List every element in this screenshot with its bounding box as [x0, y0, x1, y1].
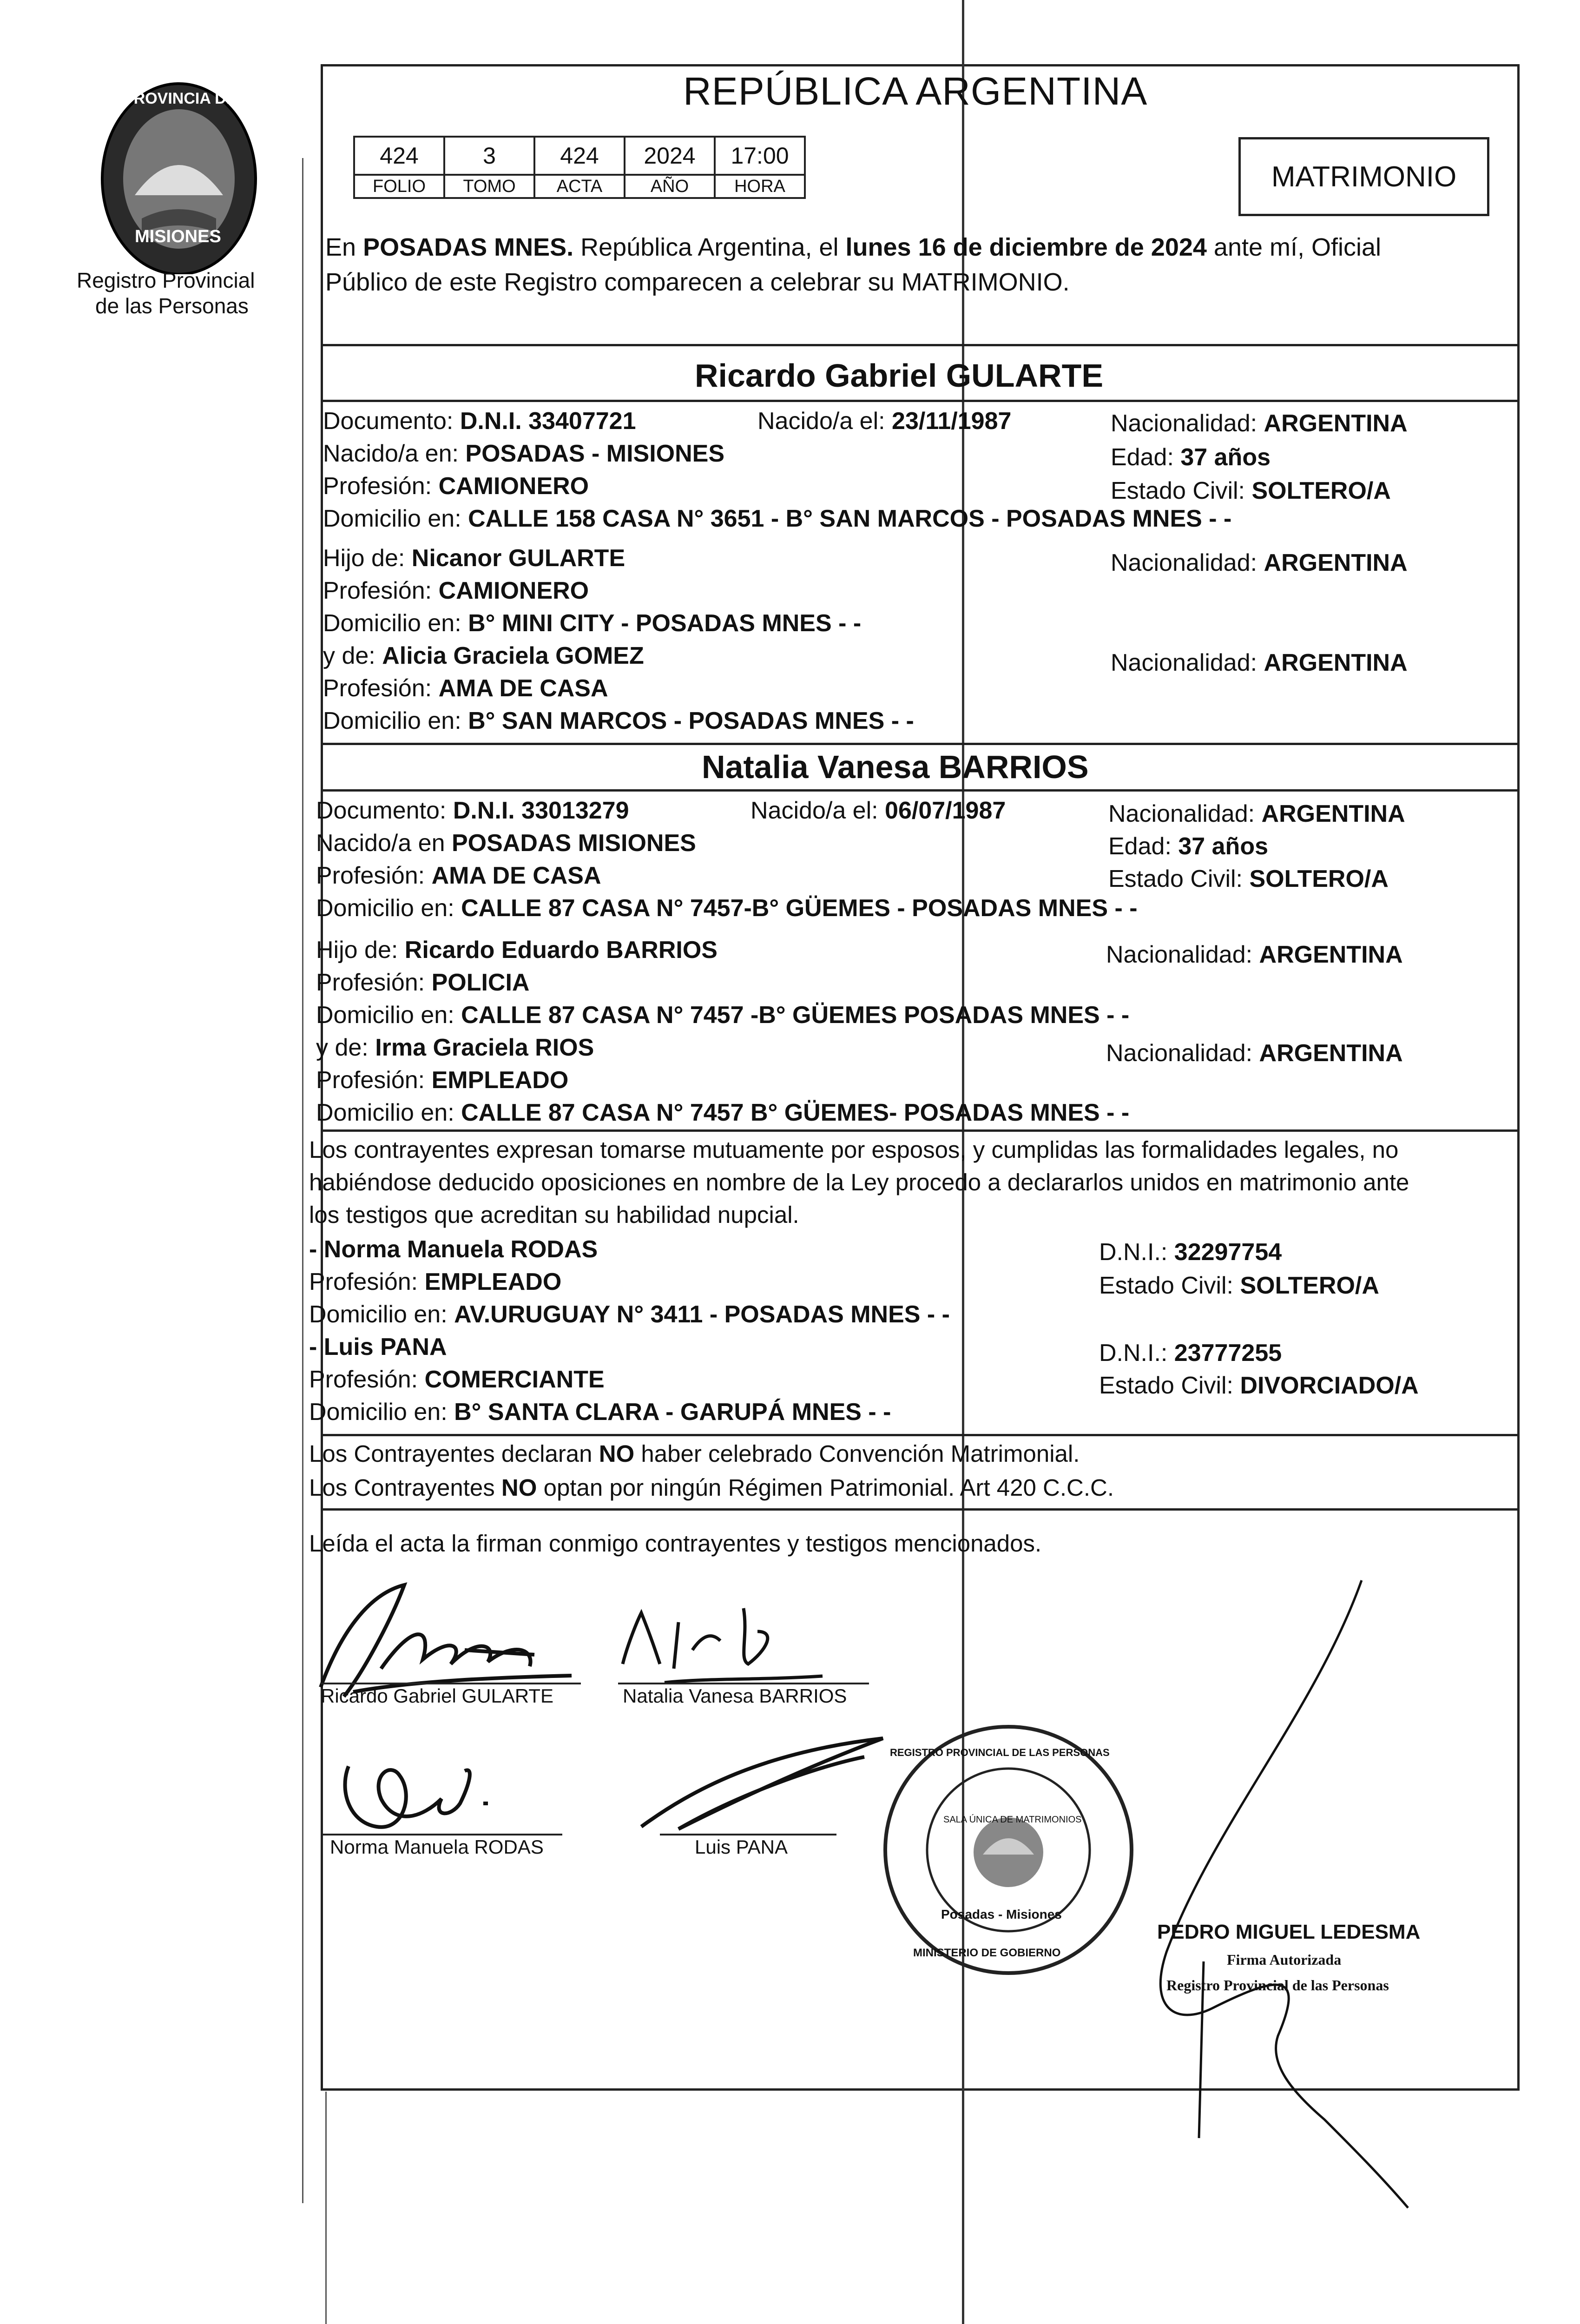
groom-mother [323, 644, 644, 668]
official-stamp-role: Firma Autorizada [1227, 1951, 1342, 1968]
official-stamp-registry: Registro Provincial de las Personas [1166, 1977, 1389, 1994]
tomo-label: TOMO [444, 175, 534, 198]
label: Nacido/a el: [750, 797, 885, 824]
value: ARGENTINA [1261, 800, 1405, 827]
groom-birthplace [323, 442, 724, 466]
groom-signature-caption: Ricardo Gabriel GULARTE [321, 1685, 554, 1707]
bride-father-address [316, 1003, 1129, 1027]
value: EMPLEADO [431, 1067, 569, 1094]
bride-father [316, 938, 718, 962]
label: Profesión: [323, 577, 439, 604]
value: POSADAS - MISIONES [465, 440, 725, 467]
label: Estado Civil: [1111, 477, 1252, 504]
text: Los Contrayentes declaran [309, 1440, 599, 1467]
label: Profesión: [323, 473, 439, 500]
label: Profesión: [309, 1366, 425, 1393]
text: Los Contrayentes [309, 1474, 501, 1501]
witness-1-dni [1099, 1240, 1282, 1264]
anio-label: AÑO [625, 175, 715, 198]
value: 32297754 [1174, 1239, 1282, 1266]
value: ARGENTINA [1259, 941, 1403, 968]
value: POLICIA [431, 969, 530, 996]
convention-line-1 [309, 1442, 1080, 1466]
label: y de: [316, 1034, 375, 1061]
bride-age [1108, 834, 1268, 858]
label: Documento: [323, 408, 460, 435]
bride-father-nationality [1106, 943, 1403, 967]
bride-address [316, 896, 1138, 920]
value: EMPLEADO [424, 1268, 562, 1295]
witness1-signature [321, 1729, 544, 1850]
logo-seal-top: PROVINCIA DE [123, 90, 237, 107]
value: ARGENTINA [1264, 410, 1408, 437]
label: Domicilio en: [309, 1399, 454, 1426]
witness1-signature-caption: Norma Manuela RODAS [330, 1836, 544, 1858]
value: CALLE 87 CASA N° 7457-B° GÜEMES - POSADAS MNES - - [461, 895, 1138, 922]
label: Profesión: [316, 862, 432, 889]
groom-profession [323, 474, 589, 498]
closing-text: Leída el acta la firman conmigo contrayentes y testigos mencionados. [309, 1530, 1042, 1557]
round-seal-stamp [878, 1720, 1139, 1980]
value: SOLTERO/A [1240, 1272, 1379, 1299]
intro-line-1 [325, 235, 1381, 260]
label: Edad: [1111, 444, 1181, 471]
intro-p3: ante mí, Oficial [1206, 233, 1382, 261]
groom-signature-line [321, 1683, 581, 1684]
value: SOLTERO/A [1251, 477, 1391, 504]
value: D.N.I. 33407721 [460, 408, 636, 435]
bride-mother-address [316, 1101, 1129, 1125]
emphasis: NO [501, 1474, 537, 1501]
label: Nacido/a en [316, 830, 452, 857]
value: Ricardo Eduardo BARRIOS [404, 937, 718, 964]
rule-convention [321, 1434, 1520, 1436]
round-seal-inner-text: SALA ÚNICA DE MATRIMONIOS [943, 1815, 1082, 1825]
intro-place: POSADAS MNES. [363, 233, 574, 261]
label: Hijo de: [316, 937, 405, 964]
label: Estado Civil: [1099, 1372, 1240, 1399]
bride-nationality [1108, 802, 1405, 826]
acta-label: ACTA [534, 175, 625, 198]
value: B° SANTA CLARA - GARUPÁ MNES - - [454, 1399, 891, 1426]
rule-header [321, 344, 1520, 346]
bride-birthplace [316, 831, 696, 855]
groom-father-nationality [1111, 551, 1408, 575]
label: Nacionalidad: [1106, 1040, 1259, 1067]
registry-box [353, 136, 806, 199]
text: haber celebrado Convención Matrimonial. [634, 1440, 1080, 1467]
bride-profession [316, 864, 601, 888]
acta-value: 424 [534, 137, 625, 175]
witness2-signature-line [660, 1834, 836, 1835]
label: D.N.I.: [1099, 1239, 1174, 1266]
witness-1-address [309, 1302, 950, 1327]
text: optan por ningún Régimen Patrimonial. Art 420 C.C.C. [537, 1474, 1114, 1501]
intro-p2: República Argentina, el [573, 233, 846, 261]
bride-signature [609, 1594, 841, 1687]
value: POSADAS MISIONES [451, 830, 696, 857]
act-type-box [1238, 137, 1489, 216]
label: Nacionalidad: [1108, 800, 1262, 827]
value: AV.URUGUAY N° 3411 - POSADAS MNES - - [454, 1301, 950, 1328]
witness-1-civil-status [1099, 1274, 1379, 1298]
hora-label: HORA [715, 175, 805, 198]
label: Nacido/a en: [323, 440, 466, 467]
label: Domicilio en: [316, 895, 461, 922]
groom-age [1111, 445, 1271, 469]
value: AMA DE CASA [431, 862, 601, 889]
label: Profesión: [309, 1268, 425, 1295]
intro-date: lunes 16 de diciembre de 2024 [845, 233, 1207, 261]
groom-mother-profession [323, 676, 608, 700]
label: Documento: [316, 797, 453, 824]
value: CALLE 87 CASA N° 7457 B° GÜEMES- POSADAS MNES - - [461, 1099, 1130, 1126]
emphasis: NO [599, 1440, 635, 1467]
official-stamp-name: PEDRO MIGUEL LEDESMA [1157, 1921, 1421, 1943]
value: B° SAN MARCOS - POSADAS MNES - - [468, 707, 914, 734]
label: Profesión: [323, 675, 439, 702]
value: 23/11/1987 [892, 408, 1012, 435]
label: Profesión: [316, 969, 432, 996]
groom-father-profession [323, 579, 589, 603]
anio-value: 2024 [625, 137, 715, 175]
intro-p1: En [325, 233, 363, 261]
label: Domicilio en: [316, 1002, 461, 1029]
bride-mother [316, 1036, 594, 1060]
bride-mother-profession [316, 1068, 568, 1092]
rule-bride-name [321, 789, 1520, 792]
bride-doc [316, 799, 629, 823]
witness-2-profession [309, 1367, 605, 1392]
bride-signature-line [618, 1683, 869, 1684]
value: CALLE 158 CASA N° 3651 - B° SAN MARCOS - POSADAS MNES - - [468, 505, 1232, 532]
witness-2-dni [1099, 1341, 1282, 1365]
groom-doc [323, 409, 636, 433]
groom-father [323, 546, 625, 570]
witness1-signature-line [321, 1834, 562, 1835]
groom-civil-status [1111, 479, 1391, 503]
value: 37 años [1180, 444, 1271, 471]
value: CALLE 87 CASA N° 7457 -B° GÜEMES POSADAS MNES - - [461, 1002, 1130, 1029]
groom-born [757, 409, 1011, 433]
bride-signature-caption: Natalia Vanesa BARRIOS [623, 1685, 847, 1707]
label: Domicilio en: [323, 610, 468, 637]
witness-2-address [309, 1400, 891, 1424]
value: ARGENTINA [1264, 649, 1408, 676]
value: COMERCIANTE [424, 1366, 605, 1393]
hora-value: 17:00 [715, 137, 805, 175]
value: Alicia Graciela GOMEZ [382, 642, 644, 669]
value: Irma Graciela RIOS [375, 1034, 594, 1061]
tomo-value: 3 [444, 137, 534, 175]
label: Nacionalidad: [1111, 410, 1264, 437]
value: DIVORCIADO/A [1240, 1372, 1419, 1399]
logo-seal-bottom: MISIONES [135, 227, 221, 246]
witness-2-civil-status [1099, 1373, 1419, 1398]
witness-2-name: - Luis PANA [309, 1334, 447, 1360]
groom-name: Ricardo Gabriel GULARTE [695, 357, 1104, 394]
declaration-line-2: habiéndose deducido oposiciones en nombre de la Ley procedo a declararlos unidos en matrimonio ante [309, 1169, 1409, 1195]
label: Domicilio en: [323, 505, 468, 532]
rule-bride-start [321, 743, 1520, 745]
declaration-line-1: Los contrayentes expresan tomarse mutuamente por esposos, y cumplidas las formalidades legales, no [309, 1136, 1399, 1163]
logo-caption-2: de las Personas [95, 294, 249, 318]
label: Edad: [1108, 833, 1178, 860]
label: Estado Civil: [1108, 865, 1250, 892]
value: ARGENTINA [1259, 1040, 1403, 1067]
value: Nicanor GULARTE [411, 545, 625, 572]
folio-value: 424 [354, 137, 444, 175]
witness-1-profession [309, 1270, 561, 1294]
value: 37 años [1178, 833, 1268, 860]
label: Nacionalidad: [1111, 549, 1264, 576]
bride-father-profession [316, 971, 529, 995]
document-title: REPÚBLICA ARGENTINA [683, 69, 1148, 113]
value: CAMIONERO [438, 473, 589, 500]
round-seal-ministry: MINISTERIO DE GOBIERNO [913, 1947, 1061, 1959]
rule-groom-name [321, 400, 1520, 402]
bride-born [750, 799, 1006, 823]
official-signature [1139, 1571, 1417, 2212]
groom-father-address [323, 611, 861, 635]
margin-rule-top [302, 158, 303, 2203]
label: Profesión: [316, 1067, 432, 1094]
value: D.N.I. 33013279 [453, 797, 629, 824]
groom-address [323, 507, 1231, 531]
act-type: MATRIMONIO [1271, 160, 1457, 193]
label: Domicilio en: [309, 1301, 454, 1328]
label: Domicilio en: [316, 1099, 461, 1126]
value: SOLTERO/A [1249, 865, 1389, 892]
label: Nacionalidad: [1111, 649, 1264, 676]
label: Hijo de: [323, 545, 412, 572]
value: 06/07/1987 [885, 797, 1006, 824]
folio-label: FOLIO [354, 175, 444, 198]
witness2-signature [623, 1729, 902, 1841]
convention-line-2 [309, 1476, 1114, 1499]
bride-civil-status [1108, 867, 1389, 891]
witness2-signature-caption: Luis PANA [695, 1836, 788, 1858]
label: Estado Civil: [1099, 1272, 1240, 1299]
intro-line-2: Público de este Registro comparecen a celebrar su MATRIMONIO. [325, 268, 1070, 296]
value: B° MINI CITY - POSADAS MNES - - [468, 610, 862, 637]
value: ARGENTINA [1264, 549, 1408, 576]
margin-rule-bottom [325, 2092, 327, 2324]
bride-mother-nationality [1106, 1041, 1403, 1065]
logo-caption-1: Registro Provincial [77, 268, 255, 292]
round-seal-outer-text: REGISTRO PROVINCIAL DE LAS PERSONAS [890, 1747, 1110, 1758]
label: Nacido/a el: [757, 408, 892, 435]
rule-declaration [321, 1129, 1520, 1132]
value: AMA DE CASA [438, 675, 608, 702]
label: y de: [323, 642, 382, 669]
rule-closing [321, 1508, 1520, 1511]
groom-nationality [1111, 411, 1408, 436]
witness-1-name: - Norma Manuela RODAS [309, 1236, 598, 1263]
round-seal-city: Posadas - Misiones [941, 1907, 1062, 1921]
label: Nacionalidad: [1106, 941, 1259, 968]
declaration-line-3: los testigos que acreditan su habilidad nupcial. [309, 1202, 799, 1228]
value: CAMIONERO [438, 577, 589, 604]
groom-mother-address [323, 709, 914, 733]
value: 23777255 [1174, 1340, 1282, 1367]
label: Domicilio en: [323, 707, 468, 734]
bride-name: Natalia Vanesa BARRIOS [702, 749, 1089, 785]
label: D.N.I.: [1099, 1340, 1174, 1367]
groom-mother-nationality [1111, 651, 1408, 675]
